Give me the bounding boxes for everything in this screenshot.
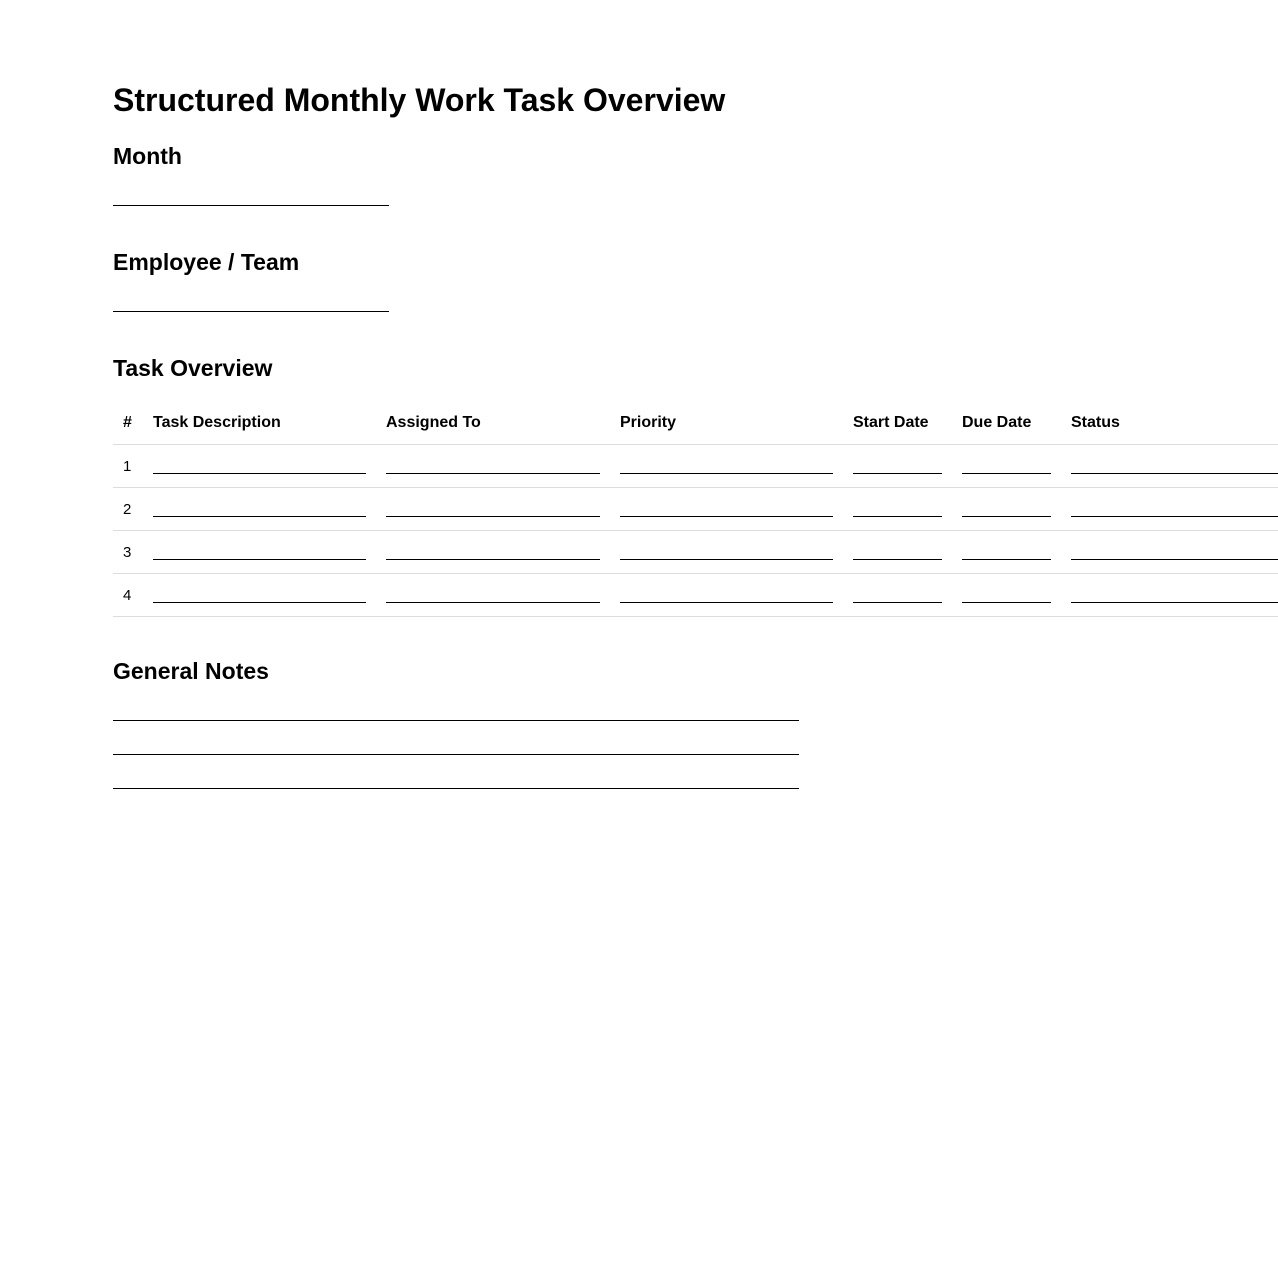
status-field[interactable] [1071, 602, 1278, 603]
row-number: 4 [113, 574, 143, 617]
start-date-field[interactable] [853, 473, 942, 474]
month-heading: Month [113, 143, 182, 169]
table-row [113, 488, 1278, 531]
employee-heading: Employee / Team [113, 249, 300, 275]
task-table [113, 402, 1278, 617]
task-description-field[interactable] [153, 602, 366, 603]
task-description-field[interactable] [153, 559, 366, 560]
due-date-field[interactable] [962, 602, 1051, 603]
notes-line[interactable] [113, 788, 799, 789]
task-description-field[interactable] [153, 516, 366, 517]
table-row [113, 531, 1278, 574]
status-field[interactable] [1071, 473, 1278, 474]
col-assigned-to: Assigned To [376, 402, 610, 445]
start-date-field[interactable] [853, 516, 942, 517]
start-date-field[interactable] [853, 602, 942, 603]
due-date-field[interactable] [962, 516, 1051, 517]
col-due-date: Due Date [952, 402, 1061, 445]
assigned-to-field[interactable] [386, 559, 600, 560]
month-field[interactable] [113, 205, 389, 206]
assigned-to-field[interactable] [386, 473, 600, 474]
row-number: 3 [113, 531, 143, 574]
status-field[interactable] [1071, 559, 1278, 560]
priority-field[interactable] [620, 516, 833, 517]
notes-line[interactable] [113, 754, 799, 755]
row-number: 2 [113, 488, 143, 531]
table-row [113, 574, 1278, 617]
priority-field[interactable] [620, 559, 833, 560]
priority-field[interactable] [620, 473, 833, 474]
table-header-row [113, 402, 1278, 445]
task-overview-heading: Task Overview [113, 355, 273, 381]
start-date-field[interactable] [853, 559, 942, 560]
task-description-field[interactable] [153, 473, 366, 474]
due-date-field[interactable] [962, 473, 1051, 474]
assigned-to-field[interactable] [386, 602, 600, 603]
col-status: Status [1061, 402, 1278, 445]
col-number: # [113, 402, 143, 445]
employee-field[interactable] [113, 311, 389, 312]
page-title: Structured Monthly Work Task Overview [113, 82, 726, 118]
due-date-field[interactable] [962, 559, 1051, 560]
col-task-description: Task Description [143, 402, 376, 445]
row-number: 1 [113, 445, 143, 488]
general-notes-heading: General Notes [113, 658, 269, 684]
col-start-date: Start Date [843, 402, 952, 445]
col-priority: Priority [610, 402, 843, 445]
table-row [113, 445, 1278, 488]
assigned-to-field[interactable] [386, 516, 600, 517]
status-field[interactable] [1071, 516, 1278, 517]
priority-field[interactable] [620, 602, 833, 603]
notes-line[interactable] [113, 720, 799, 721]
